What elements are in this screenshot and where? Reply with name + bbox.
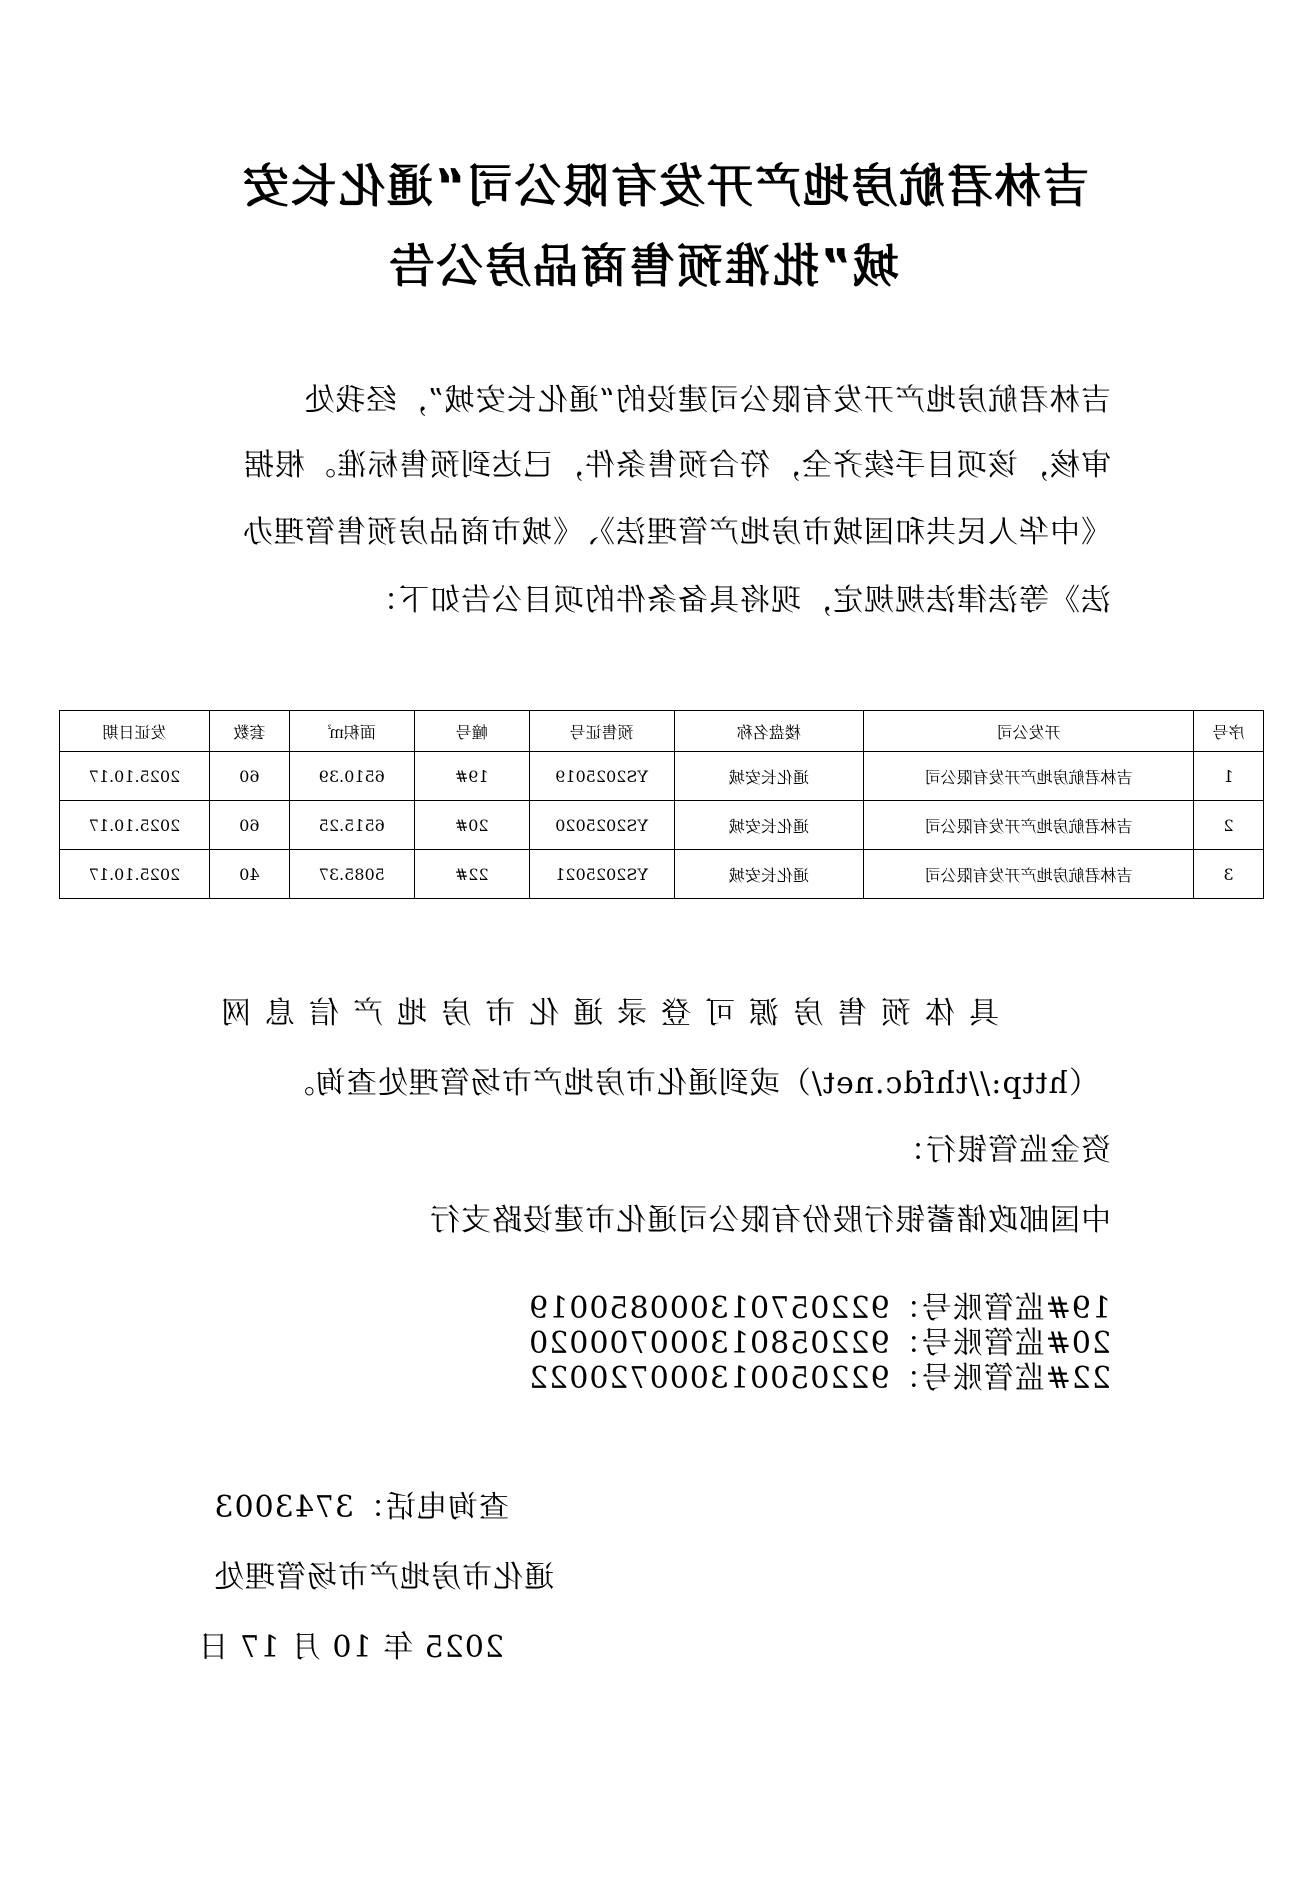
cell-developer: 吉林君航房地产开发有限公司 <box>864 752 1194 801</box>
cell-date: 2025.10.17 <box>60 752 210 801</box>
bank-name: 中国邮政储蓄银行股份有限公司通化市建设路支行 <box>429 1203 1111 1238</box>
header-permit: 预售证号 <box>529 711 674 752</box>
cell-area: 5085.37 <box>289 850 414 899</box>
account-20: 20#监管账号：922058013000700020 <box>528 1326 1111 1361</box>
project-table <box>59 710 1264 899</box>
cell-seq: 2 <box>1194 801 1264 850</box>
cell-developer: 吉林君航房地产开发有限公司 <box>864 850 1194 899</box>
cell-project: 通化长安城 <box>674 801 864 850</box>
cell-units: 40 <box>209 850 289 899</box>
header-area: 面积㎡ <box>289 711 414 752</box>
header-building: 幢号 <box>414 711 529 752</box>
title-line-2: 城”批准预售商品房公告 <box>386 239 899 293</box>
header-developer: 开发公司 <box>864 711 1194 752</box>
issuing-org: 通化市房地产市场管理处 <box>213 1560 554 1595</box>
cell-date: 2025.10.17 <box>60 801 210 850</box>
table-header-row <box>60 711 1264 752</box>
cell-permit: YS2025019 <box>529 752 674 801</box>
cell-permit: YS2025021 <box>529 850 674 899</box>
intro-line-4: 法》等法律法规规定，现将具备条件的项目公告如下： <box>367 583 1111 618</box>
cell-area: 6515.25 <box>289 801 414 850</box>
table-row <box>60 752 1264 801</box>
table-row <box>60 850 1264 899</box>
cell-building: 22# <box>414 850 529 899</box>
cell-area: 6510.39 <box>289 752 414 801</box>
intro-line-1: 吉林君航房地产开发有限公司建设的“通化长安城”，经我处 <box>303 383 1111 418</box>
account-22: 22#监管账号：922050013000720022 <box>528 1361 1111 1396</box>
intro-line-2: 审核，该项目手续齐全，符合预售条件，已达到预售标准。根据 <box>243 448 1111 483</box>
cell-units: 60 <box>209 801 289 850</box>
title-line-1: 吉林君航房地产开发有限公司“通化长安 <box>240 159 1089 213</box>
inquiry-phone: 查询电话：3743003 <box>213 1490 509 1525</box>
cell-building: 20# <box>414 801 529 850</box>
account-19: 19#监管账号：922057013000850019 <box>528 1291 1111 1326</box>
header-seq: 序号 <box>1194 711 1264 752</box>
cell-seq: 1 <box>1194 752 1264 801</box>
cell-project: 通化长安城 <box>674 752 864 801</box>
cell-date: 2025.10.17 <box>60 850 210 899</box>
table-row <box>60 801 1264 850</box>
header-project: 楼盘名称 <box>674 711 864 752</box>
cell-project: 通化长安城 <box>674 850 864 899</box>
bank-label: 资金监管银行： <box>894 1133 1111 1168</box>
intro-line-3: 《中华人民共和国城市房地产管理法》、《城市商品房预售管理办 <box>242 515 1111 550</box>
issue-date: 2025 年 10 月 17 日 <box>197 1630 504 1665</box>
cell-permit: YS2025020 <box>529 801 674 850</box>
header-units: 套数 <box>209 711 289 752</box>
cell-seq: 3 <box>1194 850 1264 899</box>
info-line-1: 具体预售房源可登录通化市房地产信息网 <box>207 996 999 1031</box>
cell-developer: 吉林君航房地产开发有限公司 <box>864 801 1194 850</box>
info-line-2: （http://thfdc.net/）或到通化市房地产市场管理处查询。 <box>283 1066 1099 1101</box>
cell-units: 60 <box>209 752 289 801</box>
header-date: 发证日期 <box>60 711 210 752</box>
cell-building: 19# <box>414 752 529 801</box>
